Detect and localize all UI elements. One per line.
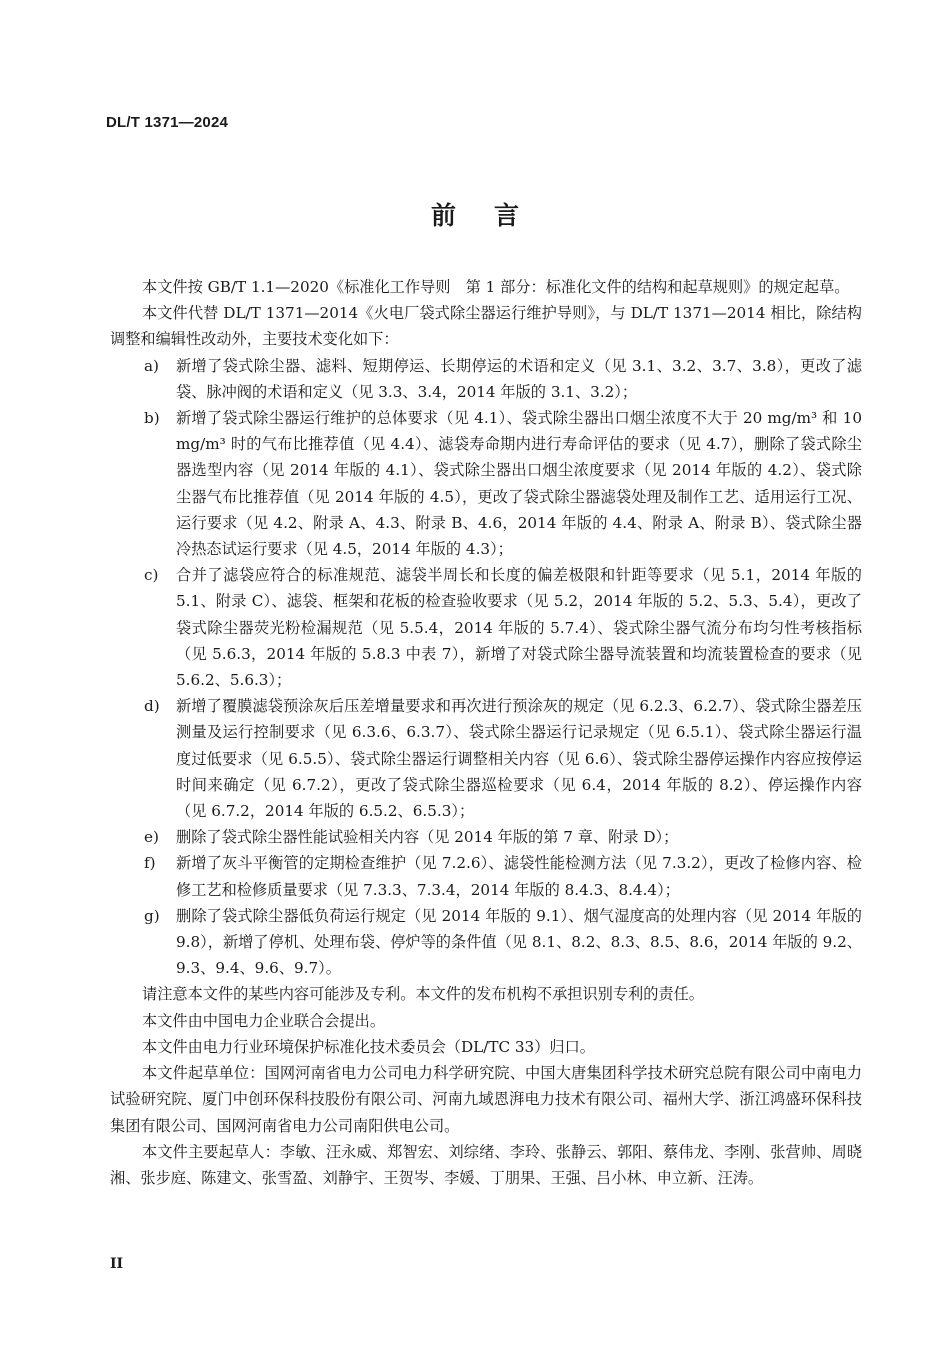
change-item-text: 新增了袋式除尘器、滤料、短期停运、长期停运的术语和定义（见 3.1、3.2、3.7、3.8），更改了滤袋、脉冲阀的术语和定义（见 3.3、3.4，2014 年版的 3.1、3.2）； bbox=[176, 356, 862, 401]
change-item-text: 新增了袋式除尘器运行维护的总体要求（见 4.1）、袋式除尘器出口烟尘浓度不大于 20 mg/m³ 和 10 mg/m³ 时的气布比推荐值（见 4.4）、滤袋寿命期内进行寿命评估的要求（见 4.7），删除了袋式除尘器选型内容（见 2014 年版的 4.1）、袋式除尘器出口烟尘浓度要求（见 2014 年版的 4.2）、袋式除尘器气布比推荐值（见 2014 年版的 4.5），更改了袋式除尘器滤袋处理及制作工艺、适用运行工况、运行要求（见 4.2、附录 A、4.3、附录 B、4.6，2014 年版的 4.4、附录 A、附录 B）、袋式除尘器冷热态试运行要求（见 4.5，2014 年版的 4.3）； bbox=[176, 409, 862, 559]
change-item bbox=[110, 405, 862, 562]
change-item-label: e) bbox=[144, 828, 159, 847]
change-item-text: 删除了袋式除尘器性能试验相关内容（见 2014 年版的第 7 章、附录 D）； bbox=[176, 828, 679, 847]
change-item-label: g) bbox=[144, 906, 160, 925]
change-item-label: c) bbox=[144, 566, 159, 585]
change-item-text: 新增了覆膜滤袋预涂灰后压差增量要求和再次进行预涂灰的规定（见 6.2.3、6.2.7）、袋式除尘器差压测量及运行控制要求（见 6.3.6、6.3.7）、袋式除尘器运行记录规定（见 6.5.1）、袋式除尘器运行温度过低要求（见 6.5.5）、袋式除尘器运行调整相关内容（见 6.6）、袋式除尘器停运操作内容应按停运时间来确定（见 6.7.2），更改了袋式除尘器巡检要求（见 6.4，2014 年版的 8.2）、停运操作内容（见 6.7.2，2014 年版的 6.5.2、6.5.3）； bbox=[176, 697, 862, 821]
committee-statement: 本文件由电力行业环境保护标准化技术委员会（DL/TC 33）归口。 bbox=[142, 1037, 595, 1056]
change-item bbox=[110, 903, 862, 982]
change-item bbox=[110, 353, 862, 405]
change-item bbox=[110, 824, 862, 850]
intro-paragraph: 本文件按 GB/T 1.1—2020《标准化工作导则 第 1 部分：标准化文件的结构和起草规则》的规定起草。 bbox=[142, 278, 850, 296]
page-number: II bbox=[110, 1256, 124, 1272]
change-item-text: 新增了灰斗平衡管的定期检查维护（见 7.2.6）、滤袋性能检测方法（见 7.3.2），更改了检修内容、检修工艺和检修质量要求（见 7.3.3、7.3.4，2014 年版的 8.4.3、8.4.4）； bbox=[176, 854, 862, 899]
patent-notice: 请注意本文件的某些内容可能涉及专利。本文件的发布机构不承担识别专利的责任。 bbox=[142, 985, 704, 1004]
drafting-units: 本文件起草单位：国网河南省电力公司电力科学研究院、中国大唐集团科学技术研究总院有限公司中南电力试验研究院、厦门中创环保科技股份有限公司、河南九域恩湃电力技术有限公司、福州大学、浙江鸿盛环保科技集团有限公司、国网河南省电力公司南阳供电公司。 bbox=[110, 1064, 862, 1135]
standard-code: DL/T 1371—2024 bbox=[106, 114, 229, 131]
drafters-list: 本文件主要起草人：李敏、汪永威、郑智宏、刘综绪、李玲、张静云、郭阳、蔡伟龙、李刚、张营帅、周晓湘、张步庭、陈建文、张雪盈、刘静宇、王贺岑、李媛、丁朋果、王强、吕小林、申立新、汪涛。 bbox=[110, 1142, 862, 1187]
change-item-text: 合并了滤袋应符合的标准规范、滤袋半周长和长度的偏差极限和针距等要求（见 5.1，2014 年版的 5.1、附录 C）、滤袋、框架和花板的检查验收要求（见 5.2，2014 年版的 5.2、5.3、5.4），更改了袋式除尘器荧光粉检漏规范（见 5.5.4，2014 年版的 5.7.4）、袋式除尘器气流分布均匀性考核指标（见 5.6.3，2014 年版的 5.8.3 中表 7），新增了对袋式除尘器导流装置和均流装置检查的要求（见 5.6.2、5.6.3）； bbox=[176, 566, 862, 690]
preface-body bbox=[110, 274, 862, 1191]
change-item-text: 删除了袋式除尘器低负荷运行规定（见 2014 年版的 9.1）、烟气湿度高的处理内容（见 2014 年版的 9.8），新增了停机、处理布袋、停炉等的条件值（见 8.1、8.2、8.3、8.5、8.6，2014 年版的 9.2、9.3、9.4、9.6、9.7）。 bbox=[176, 906, 862, 978]
intro-paragraph: 本文件代替 DL/T 1371—2014《火电厂袋式除尘器运行维护导则》，与 DL/T 1371—2014 相比，除结构调整和编辑性改动外，主要技术变化如下： bbox=[110, 304, 862, 349]
change-item-label: a) bbox=[144, 356, 159, 375]
change-item-label: b) bbox=[144, 409, 160, 428]
change-item bbox=[110, 850, 862, 902]
change-item bbox=[110, 562, 862, 693]
change-item-label: d) bbox=[144, 697, 160, 716]
page-title: 前言 bbox=[430, 201, 557, 230]
change-item-label: f) bbox=[144, 854, 156, 873]
change-item bbox=[110, 693, 862, 824]
proposer-statement: 本文件由中国电力企业联合会提出。 bbox=[142, 1011, 385, 1030]
